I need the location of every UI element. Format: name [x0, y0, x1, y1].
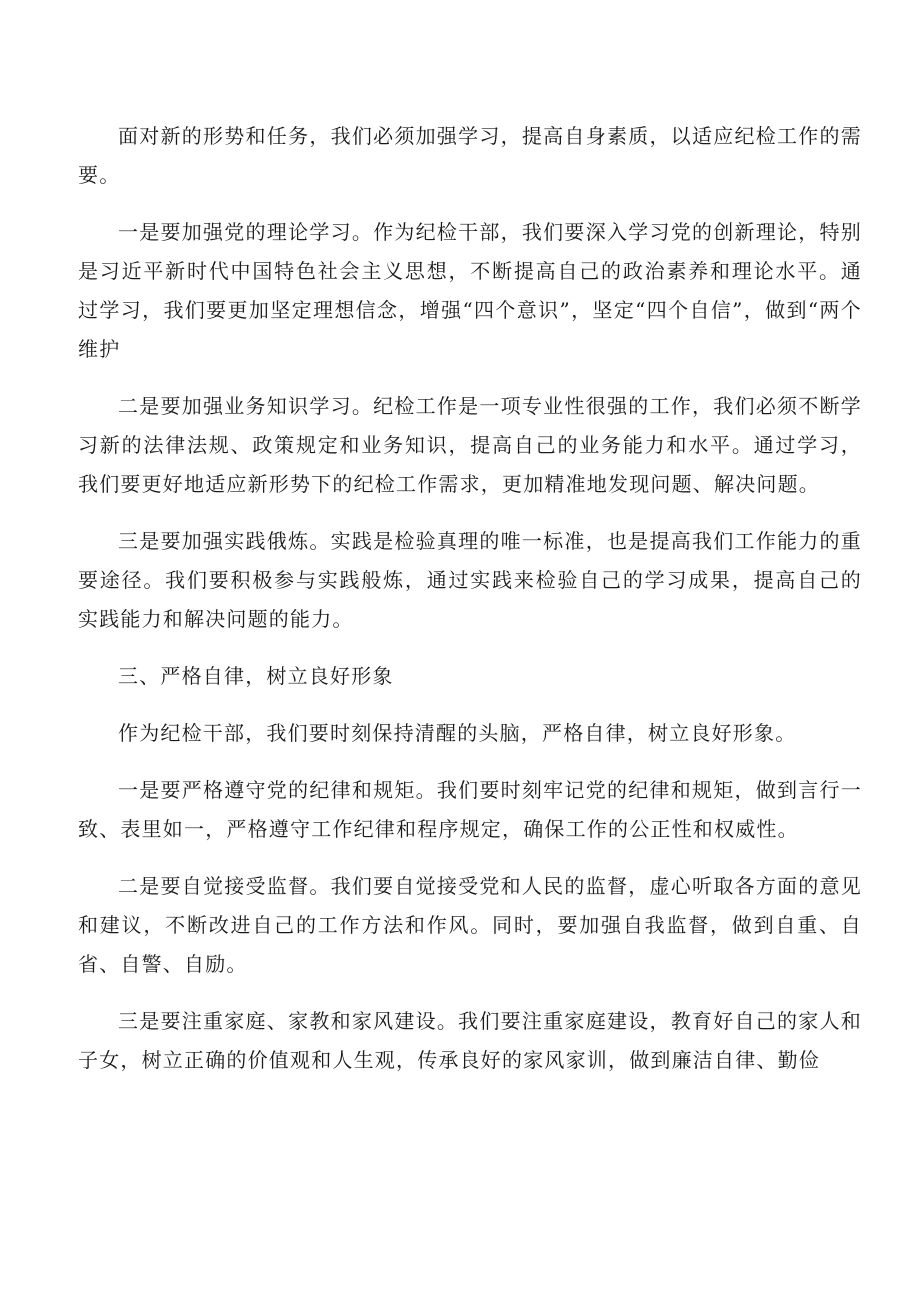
paragraph: 二是要加强业务知识学习。纪检工作是一项专业性很强的工作，我们必须不断学习新的法律法规、政策规定和业务知识，提高自己的业务能力和水平。通过学习，我们要更好地适应新形势下的纪检工作需求，更加精准地发现问题、解决问题。 — [78, 394, 862, 496]
paragraph: 一是要严格遵守党的纪律和规矩。我们要时刻牢记党的纪律和规矩，做到言行一致、表里如一，严格遵守工作纪律和程序规定，确保工作的公正性和权威性。 — [78, 778, 862, 841]
paragraph: 作为纪检干部，我们要时刻保持清醒的头脑，严格自律，树立良好形象。 — [118, 721, 797, 745]
paragraph: 二是要自觉接受监督。我们要自觉接受党和人民的监督，虚心听取各方面的意见和建议，不断改进自己的工作方法和作风。同时，要加强自我监督，做到自重、自省、自警、自励。 — [78, 874, 862, 976]
section-heading: 三、严格自律，树立良好形象 — [118, 664, 394, 688]
paragraph: 面对新的形势和任务，我们必须加强学习，提高自身素质，以适应纪检工作的需要。 — [78, 124, 862, 187]
paragraph: 三是要加强实践俄炼。实践是检验真理的唯一标准，也是提高我们工作能力的重要途径。我们要积极参与实践般炼，通过实践来检验自己的学习成果，提高自己的实践能力和解决问题的能力。 — [78, 529, 862, 631]
paragraph: 三是要注重家庭、家教和家风建设。我们要注重家庭建设，教育好自己的家人和子女，树立正确的价值观和人生观，传承良好的家风家训，做到廉洁自律、勤俭 — [78, 1009, 862, 1072]
paragraph: 一是要加强党的理论学习。作为纪检干部，我们要深入学习党的创新理论，特别是习近平新时代中国特色社会主义思想，不断提高自己的政治素养和理论水平。通过学习，我们要更加坚定理想信念，增强“四个意识”，坚定“四个自信”，做到“两个维护 — [78, 220, 862, 361]
document-body — [78, 117, 862, 1098]
